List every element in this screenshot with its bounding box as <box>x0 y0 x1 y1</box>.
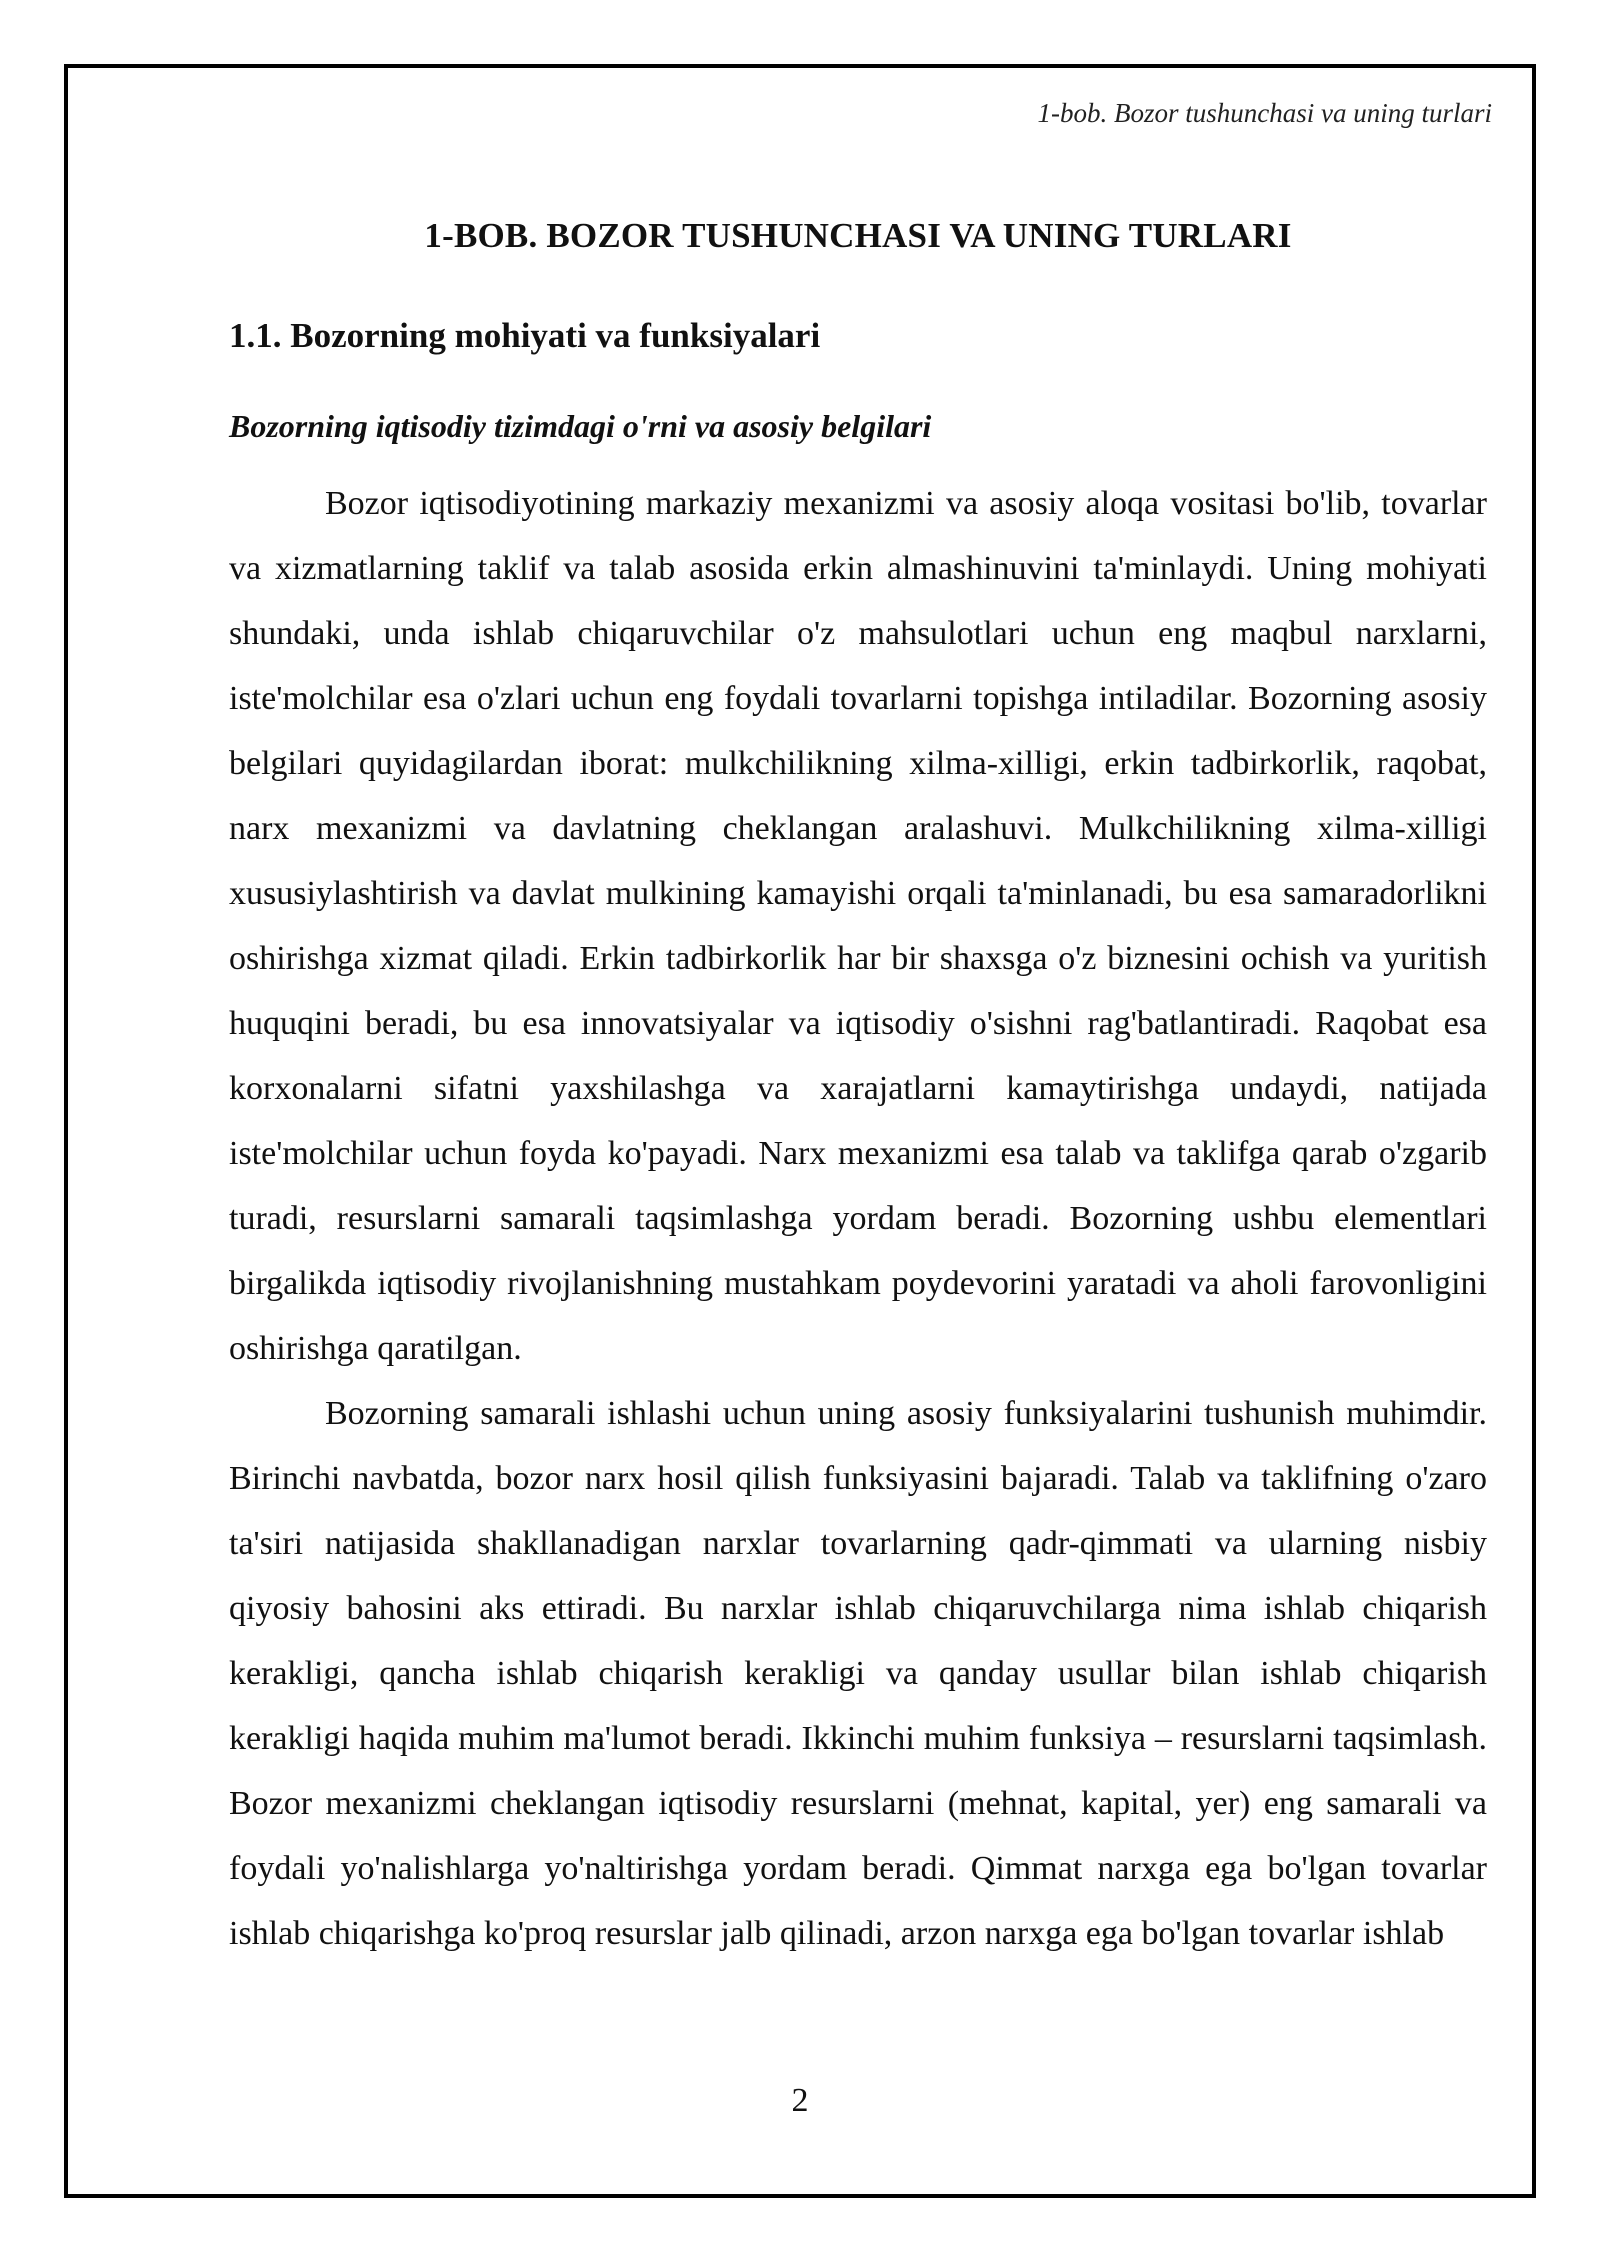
running-header: 1-bob. Bozor tushunchasi va uning turlari <box>1037 98 1492 128</box>
body-paragraph: Bozorning samarali ishlashi uchun uning asosiy funksiyalarini tushunish muhimdir. Birinchi navbatda, bozor narx hosil qilish funksiyasini bajaradi. Talab va taklifning o'zaro ta'siri natijasida shakllanadigan narxlar tovarlarning qadr-qimmati va ularning nisbiy qiyosiy bahosini aks ettiradi. Bu narxlar ishlab chiqaruvchilarga nima ishlab chiqarish kerakligi, qancha ishlab chiqarish kerakligi va qanday usullar bilan ishlab chiqarish kerakligi haqida muhim ma'lumot beradi. Ikkinchi muhim funksiya – resurslarni taqsimlash. Bozor mexanizmi cheklangan iqtisodiy resurslarni (mehnat, kapital, yer) eng samarali va foydali yo'nalishlarga yo'naltirishga yordam beradi. Qimmat narxga ega bo'lgan tovarlar ishlab chiqarishga ko'proq resurslar jalb qilinadi, arzon narxga ega bo'lgan tovarlar ishlab <box>229 1395 1487 1952</box>
page-content <box>229 216 1487 1966</box>
body-paragraph: Bozor iqtisodiyotining markaziy mexanizmi va asosiy aloqa vositasi bo'lib, tovarlar va xizmatlarning taklif va talab asosida erkin almashinuvini ta'minlaydi. Uning mohiyati shundaki, unda ishlab chiqaruvchilar o'z mahsulotlari uchun eng maqbul narxlarni, iste'molchilar esa o'zlari uchun eng foydali tovarlarni topishga intiladilar. Bozorning asosiy belgilari quyidagilardan iborat: mulkchilikning xilma-xilligi, erkin tadbirkorlik, raqobat, narx mexanizmi va davlatning cheklangan aralashuvi. Mulkchilikning xilma-xilligi xususiylashtirish va davlat mulkining kamayishi orqali ta'minlanadi, bu esa samaradorlikni oshirishga xizmat qiladi. Erkin tadbirkorlik har bir shaxsga o'z biznesini ochish va yuritish huquqini beradi, bu esa innovatsiyalar va iqtisodiy o'sishni rag'batlantiradi. Raqobat esa korxonalarni sifatni yaxshilashga va xarajatlarni kamaytirishga undaydi, natijada iste'molchilar uchun foyda ko'payadi. Narx mexanizmi esa talab va taklifga qarab o'zgarib turadi, resurslarni samarali taqsimlashga yordam beradi. Bozorning ushbu elementlari birgalikda iqtisodiy rivojlanishning mustahkam poydevorini yaratadi va aholi farovonligini oshirishga qaratilgan. <box>229 485 1487 1367</box>
page-number: 2 <box>791 2082 809 2119</box>
subsection-title: Bozorning iqtisodiy tizimdagi o'rni va asosiy belgilari <box>229 408 932 444</box>
section-title: 1.1. Bozorning mohiyati va funksiyalari <box>229 316 821 355</box>
chapter-title: 1-BOB. BOZOR TUSHUNCHASI VA UNING TURLARI <box>424 216 1292 255</box>
